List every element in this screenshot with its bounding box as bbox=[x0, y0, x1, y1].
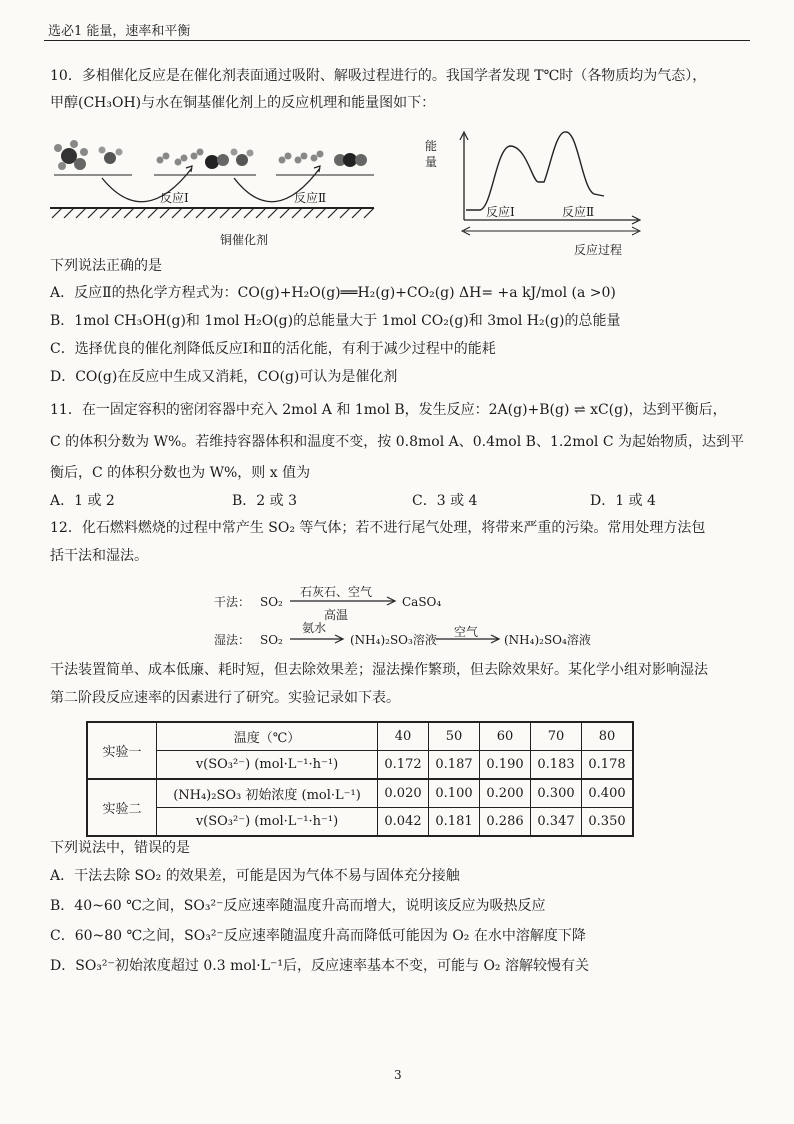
q11-line3: 衡后，C 的体积分数也为 W%，则 x 值为 bbox=[50, 465, 311, 481]
q10-option-d: D．CO(g)在反应中生成又消耗，CO(g)可认为是催化剂 bbox=[50, 369, 398, 385]
q10-stem: 下列说法正确的是 bbox=[50, 258, 162, 274]
table-row bbox=[87, 751, 633, 780]
wet-method-label: 湿法： bbox=[214, 633, 251, 647]
wet-intermediate: (NH₄)₂SO₃溶液 bbox=[350, 633, 437, 647]
dry-product: CaSO₄ bbox=[402, 595, 442, 609]
q11-line1: 11．在一固定容积的密闭容器中充入 2mol A 和 1mol B，发生反应：2A(g)+B(g) ⇌ xC(g)，达到平衡后， bbox=[50, 402, 727, 418]
table-cell: 0.020 bbox=[378, 779, 429, 808]
exp1-name-cell: 实验一 bbox=[87, 722, 157, 779]
table-row bbox=[87, 722, 633, 751]
dry-method-label: 干法： bbox=[214, 595, 251, 609]
wet-reactant: SO₂ bbox=[260, 633, 283, 647]
q12-option-a: A．干法去除 SO₂ 的效果差，可能是因为气体不易与固体充分接触 bbox=[50, 868, 460, 884]
exp1-row1-label: 温度（℃） bbox=[157, 722, 378, 751]
q12-para2: 第二阶段反应速率的因素进行了研究。实验记录如下表。 bbox=[50, 690, 400, 706]
dry-condition-bottom: 高温 bbox=[324, 608, 349, 622]
q10-option-b: B．1mol CH₃OH(g)和 1mol H₂O(g)的总能量大于 1mol CO₂(g)和 3mol H₂(g)的总能量 bbox=[50, 313, 621, 329]
energy-diagram bbox=[448, 128, 648, 238]
molecule-water-2-icon bbox=[231, 149, 254, 167]
table-cell: 0.181 bbox=[429, 808, 480, 837]
table-cell: 0.183 bbox=[531, 751, 582, 780]
table-cell: 60 bbox=[480, 722, 531, 751]
table-cell: 0.190 bbox=[480, 751, 531, 780]
q12-line2: 括干法和湿法。 bbox=[50, 548, 148, 564]
table-cell: 0.200 bbox=[480, 779, 531, 808]
table-cell: 0.347 bbox=[531, 808, 582, 837]
wet-arrow-2-icon bbox=[436, 634, 502, 644]
table-cell: 50 bbox=[429, 722, 480, 751]
energy-axis-label: 能量 bbox=[425, 139, 438, 169]
q11-option-c: C．3 或 4 bbox=[412, 493, 478, 509]
wet-arrow-1-icon bbox=[290, 634, 346, 644]
experiment-table bbox=[86, 721, 634, 837]
progress-axis-label: 反应过程 bbox=[574, 243, 623, 257]
wet-product: (NH₄)₂SO₄溶液 bbox=[504, 633, 591, 647]
page-header: 选必1 能量，速率和平衡 bbox=[48, 24, 191, 39]
exp1-row2-label: v(SO₃²⁻) (mol·L⁻¹·h⁻¹) bbox=[157, 751, 378, 780]
q11-option-a: A．1 或 2 bbox=[50, 493, 115, 509]
table-cell: 0.300 bbox=[531, 779, 582, 808]
molecule-co-icon bbox=[205, 154, 229, 169]
molecule-water-icon bbox=[99, 147, 123, 165]
dry-reactant: SO₂ bbox=[260, 595, 283, 609]
exp2-row1-label: (NH₄)₂SO₃ 初始浓度 (mol·L⁻¹) bbox=[157, 779, 378, 808]
table-cell: 0.178 bbox=[582, 751, 634, 780]
q12-para1: 干法装置简单、成本低廉、耗时短，但去除效果差；湿法操作繁琐，但去除效果好。某化学小组对影响湿法 bbox=[50, 662, 708, 678]
table-cell: 0.350 bbox=[582, 808, 634, 837]
molecule-co2-icon bbox=[334, 153, 367, 167]
exp2-row2-label: v(SO₃²⁻) (mol·L⁻¹·h⁻¹) bbox=[157, 808, 378, 837]
q10-option-c: C．选择优良的催化剂降低反应Ⅰ和Ⅱ的活化能，有利于减少过程中的能耗 bbox=[50, 341, 496, 357]
molecule-hydrogen-2-icon bbox=[279, 151, 324, 164]
q10-line2: 甲醇(CH₃OH)与水在铜基催化剂上的反应机理和能量图如下： bbox=[50, 95, 436, 111]
table-cell: 0.100 bbox=[429, 779, 480, 808]
exp2-name-cell: 实验二 bbox=[87, 779, 157, 836]
table-cell: 0.286 bbox=[480, 808, 531, 837]
table-row bbox=[87, 808, 633, 837]
wet-condition-2: 空气 bbox=[454, 625, 479, 639]
q10-option-a: A．反应Ⅱ的热化学方程式为：CO(g)+H₂O(g)══H₂(g)+CO₂(g) ΔH= +a kJ/mol (a >0) bbox=[50, 285, 616, 301]
dry-condition-top: 石灰石、空气 bbox=[300, 585, 373, 599]
mechanism-figure bbox=[44, 120, 384, 245]
table-cell: 40 bbox=[378, 722, 429, 751]
q10-line1: 10．多相催化反应是在催化剂表面通过吸附、解吸过程进行的。我国学者发现 T℃时（各物质均为气态）， bbox=[50, 68, 707, 84]
q12-option-b: B．40~60 ℃之间，SO₃²⁻反应速率随温度升高而增大，说明该反应为吸热反应 bbox=[50, 898, 546, 914]
q12-line1: 12．化石燃料燃烧的过程中常产生 SO₂ 等气体；若不进行尾气处理，将带来严重的污染。常用处理方法包 bbox=[50, 520, 706, 536]
q12-option-d: D．SO₃²⁻初始浓度超过 0.3 mol·L⁻¹后，反应速率基本不变，可能与 O₂ 溶解较慢有关 bbox=[50, 958, 589, 974]
table-cell: 70 bbox=[531, 722, 582, 751]
mechanism-label-reaction1: 反应Ⅰ bbox=[160, 191, 189, 205]
table-row bbox=[87, 779, 633, 808]
table-cell: 0.042 bbox=[378, 808, 429, 837]
molecule-hydrogen-icon bbox=[157, 149, 204, 166]
q12-option-c: C．60~80 ℃之间，SO₃²⁻反应速率随温度升高而降低可能因为 O₂ 在水中溶解度下降 bbox=[50, 928, 586, 944]
mechanism-label-reaction2: 反应Ⅱ bbox=[294, 191, 327, 205]
q11-option-b: B．2 或 3 bbox=[232, 493, 298, 509]
table-cell: 0.400 bbox=[582, 779, 634, 808]
q12-stem: 下列说法中，错误的是 bbox=[50, 840, 190, 856]
q11-line2: C 的体积分数为 W%。若维持容器体积和温度不变，按 0.8mol A、0.4mol B、1.2mol C 为起始物质，达到平 bbox=[50, 434, 745, 450]
wet-condition-1: 氨水 bbox=[302, 621, 327, 635]
table-cell: 0.187 bbox=[429, 751, 480, 780]
q11-option-d: D．1 或 4 bbox=[590, 493, 656, 509]
energy-label-reaction1: 反应Ⅰ bbox=[486, 205, 515, 219]
table-cell: 0.172 bbox=[378, 751, 429, 780]
catalyst-label: 铜催化剂 bbox=[220, 233, 269, 247]
header-divider bbox=[44, 40, 750, 41]
page-number: 3 bbox=[394, 1068, 402, 1082]
table-cell: 80 bbox=[582, 722, 634, 751]
energy-label-reaction2: 反应Ⅱ bbox=[562, 205, 595, 219]
molecule-methanol-icon bbox=[54, 140, 88, 170]
